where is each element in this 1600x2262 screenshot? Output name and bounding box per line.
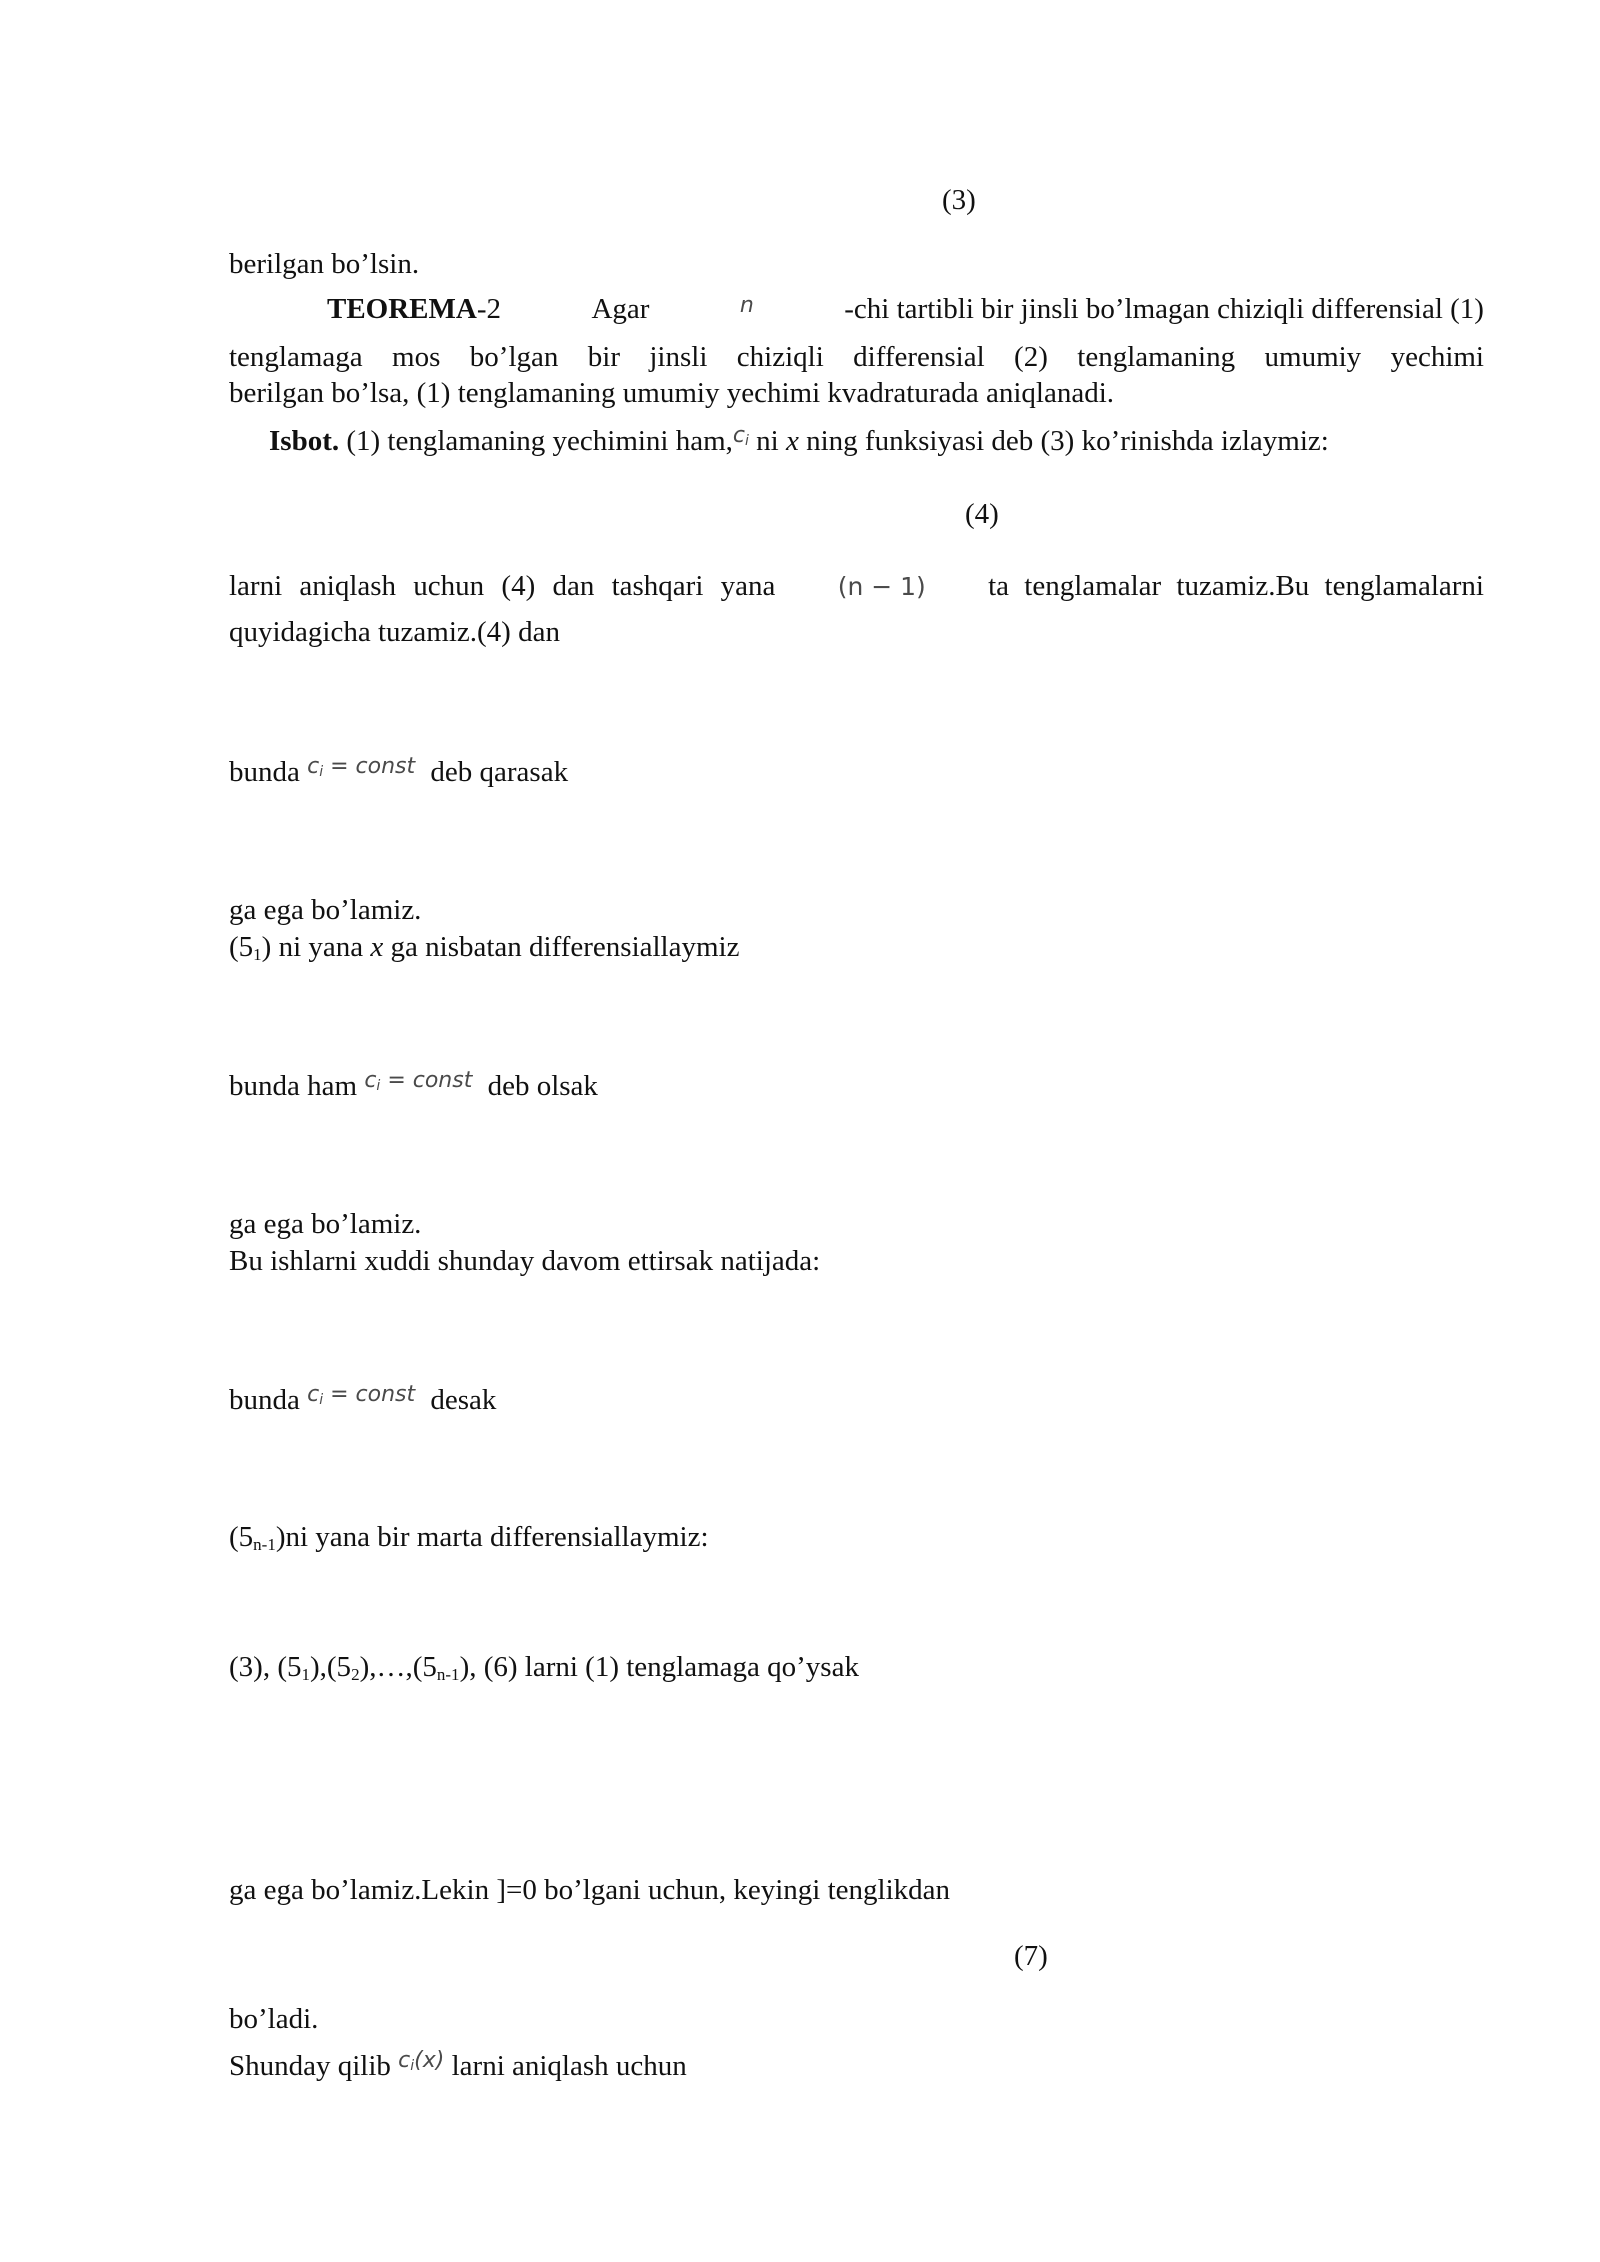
paragraph-line: ga ega bo’lamiz.Lekin ]=0 bo’lgani uchun, keyingi tenglikdan — [229, 1874, 951, 1906]
equation-number-4: (4) — [965, 498, 999, 530]
math-ci-const: $c_i$ = const — [307, 1382, 416, 1408]
theorem-rest: -chi tartibli bir jinsli bo’lmagan chiziqli differensial (1) — [844, 293, 1484, 325]
paragraph-line: (3), $(5_1),(5_2),\dots,(5_{n-1})$, (6) larni (1) tenglamaga qo’ysak — [229, 1651, 859, 1684]
paragraph-line: bunda $c_i$ = const deb qarasak — [229, 754, 569, 788]
paragraph-line: larni aniqlash uchun (4) dan tashqari yana (n − 1) ta tenglamalar tuzamiz.Bu tenglamalarni — [229, 570, 1484, 602]
paragraph-line: $(5_{n-1})ni$ yana bir marta differensiallaymiz: — [229, 1521, 709, 1554]
paragraph-line: bunda ham $c_i$ = const deb olsak — [229, 1068, 598, 1102]
paragraph-line: Bu ishlarni xuddi shunday davom ettirsak natijada: — [229, 1245, 821, 1277]
paragraph-line: berilgan bo’lsin. — [229, 248, 420, 280]
theorem-label: TEOREMA — [327, 293, 477, 325]
theorem-statement-line-2: tenglamaga mos bo’lgan bir jinsli chiziqli differensial (2) tenglamaning umumiy yechimi — [229, 341, 1484, 373]
equation-number-3: (3) — [942, 184, 976, 216]
theorem-statement-line-3: berilgan bo’lsa, (1) tenglamaning umumiy yechimi kvadraturada aniqlanadi. — [229, 377, 1115, 409]
paragraph-line: bunda $c_i$ = const desak — [229, 1382, 497, 1416]
math-ci-const: $c_i$ = const — [364, 1068, 473, 1094]
paragraph-line: ga ega bo’lamiz. — [229, 894, 422, 926]
proof-line: Isbot. (1) tenglamaning yechimini $ham,c_i$ ni x ning funksiyasi deb (3) ko’rinishda izlaymiz: — [269, 423, 1329, 457]
math-n-minus-1: (n − 1) — [837, 572, 926, 601]
math-ci-const: $c_i$ = const — [307, 754, 416, 780]
equation-number-7: (7) — [1014, 1940, 1048, 1972]
paragraph-line: Shunday qilib $c_i(x)$ larni aniqlash uchun — [229, 2048, 687, 2082]
math-ci: $c_i$ — [732, 423, 749, 449]
proof-label: Isbot. — [269, 425, 340, 457]
paragraph-line: quyidagicha tuzamiz.(4) dan — [229, 616, 560, 648]
theorem-statement-line-1: TEOREMA-2 Agar n -chi tartibli bir jinsli bo’lmagan chiziqli differensial (1) — [327, 293, 1484, 325]
paragraph-line: bo’ladi. — [229, 2003, 319, 2035]
paragraph-line: ga ega bo’lamiz. — [229, 1208, 422, 1240]
math-ci-x: $c_i(x)$ — [398, 2048, 445, 2074]
paragraph-line: $(5_1)$ ni yana x ga nisbatan differensiallaymiz — [229, 931, 740, 964]
math-n: n — [739, 293, 754, 318]
